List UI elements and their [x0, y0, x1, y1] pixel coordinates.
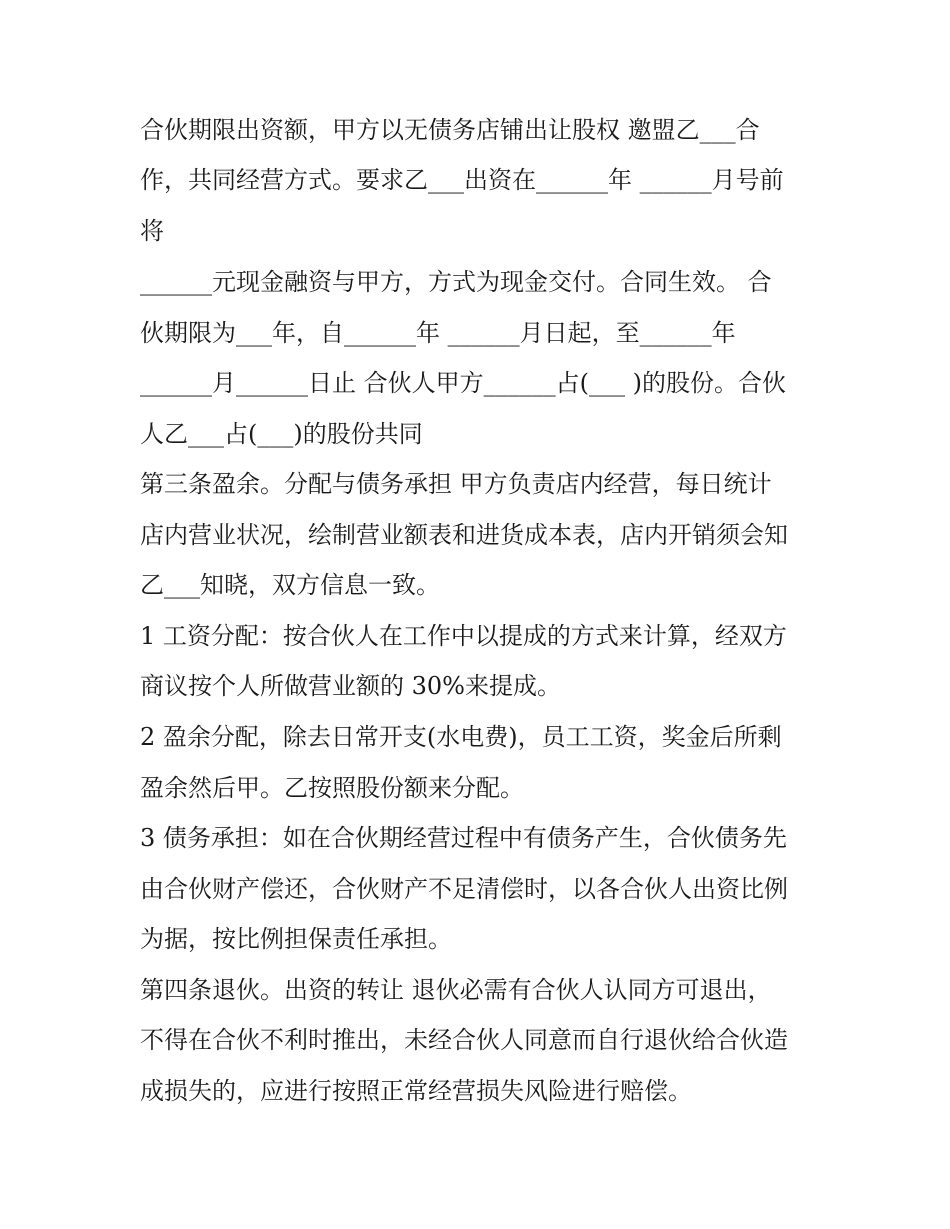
text-line-7: 人乙___占(___)的股份共同: [140, 420, 423, 448]
text-line-14: 盈余然后甲。乙按照股份额来分配。: [140, 774, 524, 802]
text-line-12: 商议按个人所做营业额的 30%来提成。: [140, 672, 561, 700]
text-line-4: ______元现金融资与甲方，方式为现金交付。合同生效。 合: [140, 268, 772, 296]
text-line-1: 合伙期限出资额，甲方以无债务店铺出让股权 邀盟乙___合: [140, 116, 760, 144]
text-line-17: 为据，按比例担保责任承担。: [140, 925, 452, 953]
text-line-18: 第四条退伙。出资的转让 退伙必需有合伙人认同方可退出，: [140, 976, 772, 1004]
text-line-3: 将: [140, 217, 164, 245]
text-line-19: 不得在合伙不利时推出，未经合伙人同意而自行退伙给合伙造: [140, 1026, 788, 1054]
text-line-20: 成损失的，应进行按照正常经营损失风险进行赔偿。: [140, 1077, 692, 1105]
text-line-16: 由合伙财产偿还，合伙财产不足清偿时，以各合伙人出资比例: [140, 875, 788, 903]
text-line-11: 1 工资分配：按合伙人在工作中以提成的方式来计算，经双方: [140, 622, 787, 650]
text-line-6: ______月______日止 合伙人甲方______占(___ )的股份。合伙: [140, 369, 786, 397]
text-line-2: 作，共同经营方式。要求乙___出资在______年 ______月号前: [140, 166, 784, 194]
text-line-13: 2 盈余分配，除去日常开支(水电费)，员工工资，奖金后所剩: [140, 723, 782, 751]
text-line-8: 第三条盈余。分配与债务承担 甲方负责店内经营，每日统计: [140, 470, 772, 498]
text-line-15: 3 债务承担：如在合伙期经营过程中有债务产生，合伙债务先: [140, 824, 787, 852]
text-line-9: 店内营业状况，绘制营业额表和进货成本表，店内开销须会知: [140, 521, 788, 549]
text-line-5: 伙期限为___年，自______年 ______月日起，至______年: [140, 319, 736, 347]
text-line-10: 乙___知晓，双方信息一致。: [140, 571, 440, 599]
